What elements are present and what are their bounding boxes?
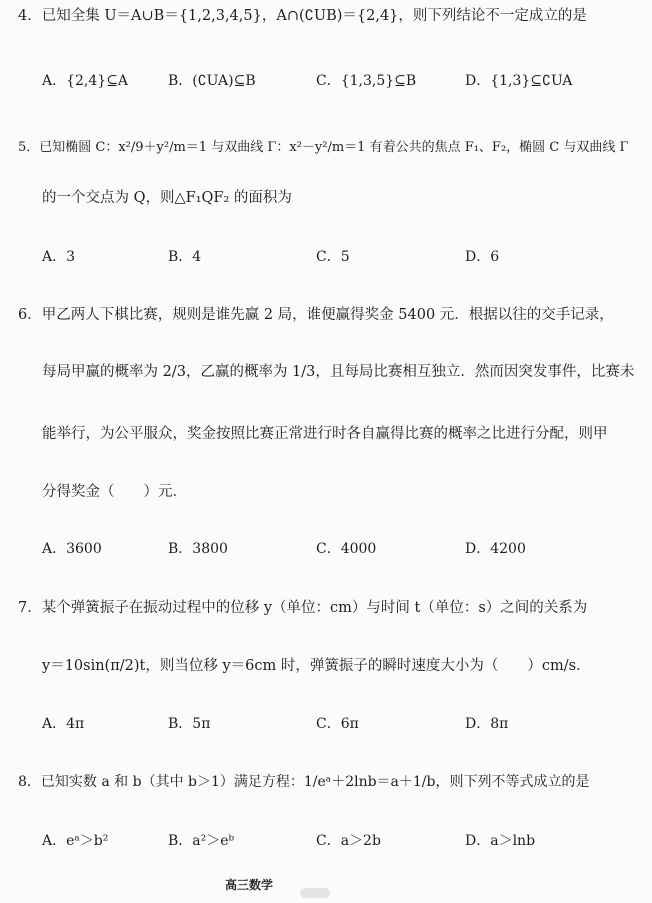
option-d: D．a＞lnb	[465, 833, 536, 849]
option-d: D．8π	[465, 716, 509, 732]
option-d: D．6	[465, 249, 500, 265]
option-c: C．a＞2b	[316, 833, 381, 849]
option-c: C．5	[316, 249, 350, 265]
question-text: 5．已知椭圆 C：x²/9＋y²/m＝1 与双曲线 Γ：x²－y²/m＝1 有着公共的焦点 F₁、F₂，椭圆 C 与双曲线 Γ	[18, 140, 629, 155]
question-text: 每局甲赢的概率为 2/3，乙赢的概率为 1/3，且每局比赛相互独立．然而因突发事件，比赛未	[42, 364, 635, 380]
option-b: B．(∁UA)⊆B	[168, 73, 256, 89]
option-c: C．{1,3,5}⊆B	[316, 73, 417, 89]
option-a: A．3	[42, 249, 76, 265]
option-a: A．eᵃ＞b²	[42, 833, 109, 849]
option-b: B．a²＞eᵇ	[168, 833, 235, 849]
question-text: 8．已知实数 a 和 b（其中 b＞1）满足方程：1/eᵃ＋2lnb＝a＋1/b，则下列不等式成立的是	[18, 774, 590, 790]
question-text: 的一个交点为 Q，则△F₁QF₂ 的面积为	[42, 190, 292, 206]
option-c: C．6π	[316, 716, 359, 732]
option-a: A．3600	[42, 541, 102, 557]
scan-smudge	[300, 888, 330, 898]
question-text: 7．某个弹簧振子在振动过程中的位移 y（单位：cm）与时间 t（单位：s）之间的关系为	[18, 600, 588, 616]
question-text: 6．甲乙两人下棋比赛，规则是谁先赢 2 局，谁便赢得奖金 5400 元．根据以往的交手记录，	[18, 307, 614, 323]
option-d: D．{1,3}⊆∁UA	[465, 73, 573, 89]
question-text: 4．已知全集 U＝A∪B＝{1,2,3,4,5}，A∩(∁UB)＝{2,4}，则下列结论不一定成立的是	[18, 8, 587, 24]
page-footer: 高三数学	[225, 878, 274, 892]
option-b: B．4	[168, 249, 202, 265]
option-a: A．4π	[42, 716, 85, 732]
question-text: 分得奖金（ ）元．	[42, 484, 187, 500]
option-b: B．3800	[168, 541, 228, 557]
option-a: A．{2,4}⊆A	[42, 73, 129, 89]
option-c: C．4000	[316, 541, 377, 557]
option-b: B．5π	[168, 716, 211, 732]
option-d: D．4200	[465, 541, 526, 557]
question-text: 能举行，为公平服众，奖金按照比赛正常进行时各自赢得比赛的概率之比进行分配，则甲	[42, 426, 608, 442]
question-text: y＝10sin(π/2)t，则当位移 y＝6cm 时，弹簧振子的瞬时速度大小为（ ）cm/s．	[42, 658, 591, 674]
